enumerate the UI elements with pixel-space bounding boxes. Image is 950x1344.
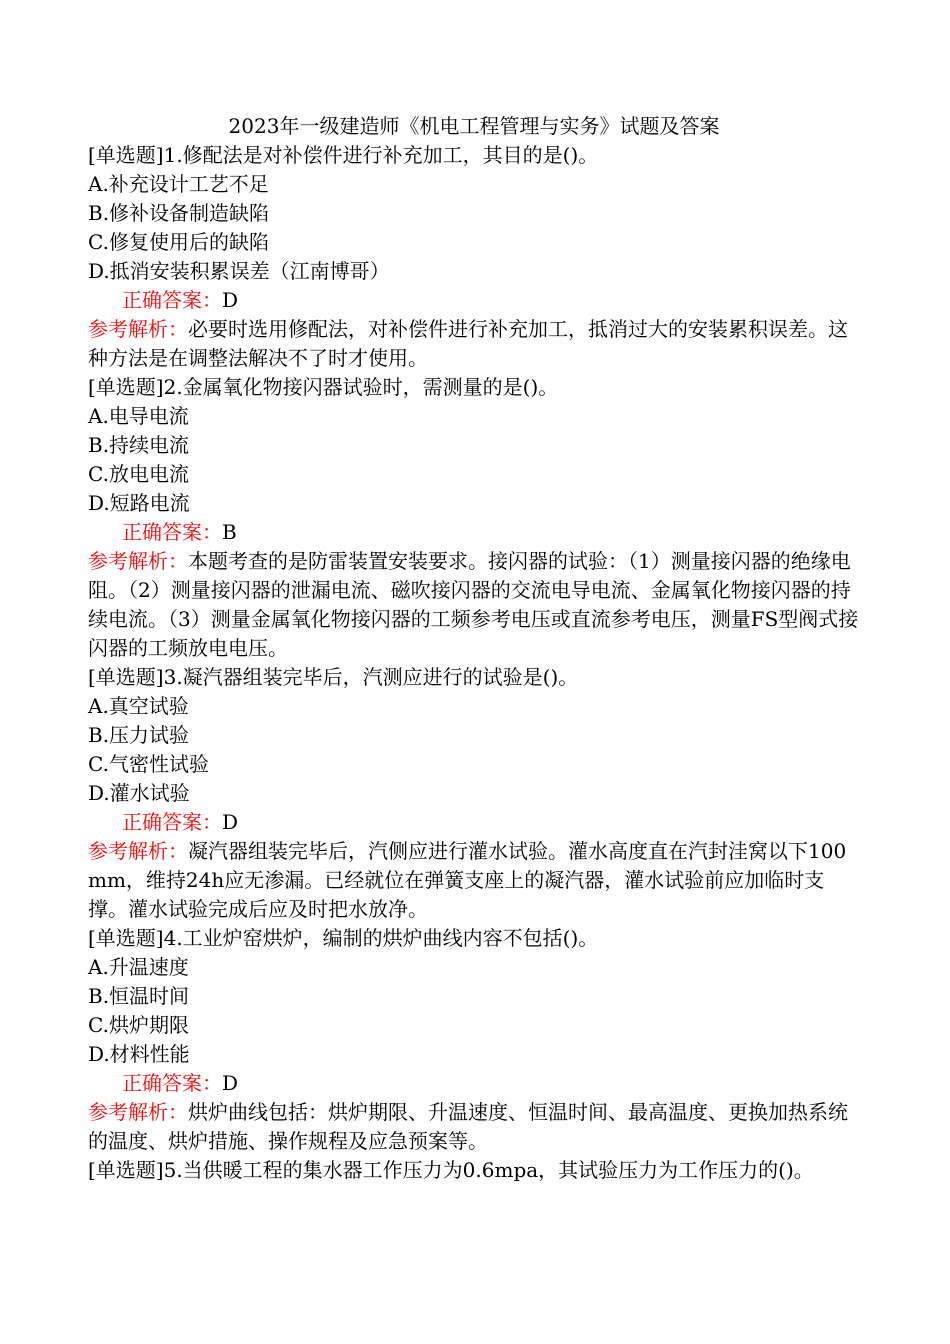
- document-title: 2023年一级建造师《机电工程管理与实务》试题及答案: [228, 114, 720, 138]
- analysis: [88, 547, 860, 663]
- option-c: C.放电电流: [88, 462, 189, 486]
- analysis-text: 凝汽器组装完毕后，汽侧应进行灌水试验。灌水高度直在汽封洼窝以下100mm，维持24h应无渗漏。已经就位在弹簧支座上的凝汽器，灌水试验前应加临时支撑。灌水试验完成后应及时把水放净。: [88, 839, 847, 921]
- correct-answer: [88, 1069, 860, 1098]
- answer-label: 正确答案：: [122, 1071, 222, 1095]
- option-d: D.抵消安装积累误差（江南博哥）: [88, 259, 390, 283]
- option-d: D.短路电流: [88, 491, 190, 515]
- analysis: [88, 1098, 860, 1156]
- analysis-text: 烘炉曲线包括：烘炉期限、升温速度、恒温时间、最高温度、更换加热系统的温度、烘炉措施、操作规程及应急预案等。: [88, 1100, 848, 1153]
- option-a: A.补充设计工艺不足: [88, 172, 269, 196]
- question-stem: [单选题]4.工业炉窑烘炉，编制的烘炉曲线内容不包括()。: [88, 926, 599, 950]
- analysis-text: 必要时选用修配法，对补偿件进行补充加工，抵消过大的安装累积误差。这种方法是在调整法解决不了时才使用。: [88, 317, 848, 370]
- question-5: [88, 1156, 860, 1185]
- analysis-text: 本题考查的是防雷装置安装要求。接闪器的试验：（1）测量接闪器的绝缘电阻。（2）测量接闪器的泄漏电流、磁吹接闪器的交流电导电流、金属氧化物接闪器的持续电流。（3）测量金属氧化物接闪器的工频参考电压或直流参考电压，测量FS型阀式接闪器的工频放电电压。: [88, 549, 859, 660]
- option-a: A.升温速度: [88, 955, 189, 979]
- answer-value: D: [222, 288, 239, 312]
- option-d: D.灌水试验: [88, 781, 190, 805]
- option-d: D.材料性能: [88, 1042, 190, 1066]
- option-c: C.烘炉期限: [88, 1013, 189, 1037]
- correct-answer: [88, 808, 860, 837]
- option-b: B.持续电流: [88, 433, 190, 457]
- answer-label: 正确答案：: [122, 520, 222, 544]
- option-c: C.气密性试验: [88, 752, 209, 776]
- analysis-label: 参考解析：: [88, 839, 188, 863]
- correct-answer: [88, 518, 860, 547]
- option-b: B.恒温时间: [88, 984, 190, 1008]
- analysis: [88, 837, 860, 924]
- question-stem: [单选题]1.修配法是对补偿件进行补充加工，其目的是()。: [88, 143, 599, 167]
- question-3: [88, 663, 860, 924]
- option-c: C.修复使用后的缺陷: [88, 230, 269, 254]
- question-stem: [单选题]5.当供暖工程的集水器工作压力为0.6mpa，其试验压力为工作压力的()。: [88, 1158, 814, 1182]
- answer-value: B: [222, 520, 237, 544]
- correct-answer: [88, 286, 860, 315]
- question-4: [88, 924, 860, 1156]
- analysis-label: 参考解析：: [88, 549, 188, 573]
- analysis-label: 参考解析：: [88, 1100, 188, 1124]
- option-b: B.修补设备制造缺陷: [88, 201, 270, 225]
- analysis: [88, 315, 860, 373]
- question-stem: [单选题]2.金属氧化物接闪器试验时，需测量的是()。: [88, 375, 559, 399]
- question-1: [88, 141, 860, 373]
- answer-value: D: [222, 1071, 239, 1095]
- option-b: B.压力试验: [88, 723, 190, 747]
- answer-value: D: [222, 810, 239, 834]
- option-a: A.电导电流: [88, 404, 189, 428]
- answer-label: 正确答案：: [122, 810, 222, 834]
- analysis-label: 参考解析：: [88, 317, 188, 341]
- option-a: A.真空试验: [88, 694, 189, 718]
- question-2: [88, 373, 860, 663]
- answer-label: 正确答案：: [122, 288, 222, 312]
- question-stem: [单选题]3.凝汽器组装完毕后，汽测应进行的试验是()。: [88, 665, 579, 689]
